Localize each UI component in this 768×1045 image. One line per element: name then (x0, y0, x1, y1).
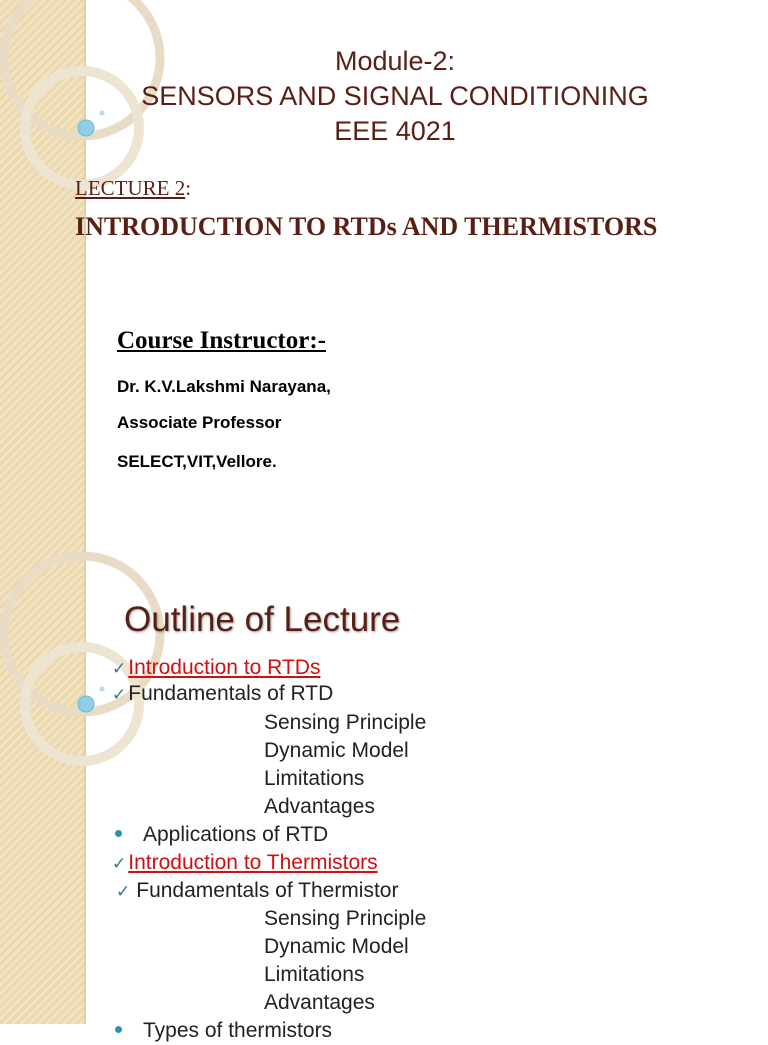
outline-item-types-thermistors (115, 1017, 332, 1045)
outline-item-intro-thermistors (112, 849, 378, 878)
lecture-colon: : (185, 176, 192, 200)
module-title: Module-2: (334, 46, 456, 76)
outline-item-text: Fundamentals of RTD (128, 682, 334, 705)
checkmark-icon: ✓ (112, 659, 127, 678)
lecture-label: LECTURE 2 (75, 176, 186, 200)
course-name: SENSORS AND SIGNAL CONDITIONING (141, 81, 649, 111)
bullet-icon (115, 1026, 122, 1033)
lecture-title: INTRODUCTION TO RTDs AND THERMISTORS (75, 212, 658, 241)
outline-subitem: Limitations (264, 767, 365, 790)
outline-item-applications-rtd (115, 821, 328, 849)
outline-subitem: Dynamic Model (264, 739, 409, 762)
checkmark-icon: ✓ (116, 882, 131, 901)
outline-item-text: Fundamentals of Thermistor (136, 879, 399, 902)
checkmark-icon: ✓ (112, 854, 127, 873)
outline-title: Outline of Lecture (124, 600, 401, 639)
outline-subitem: Limitations (264, 963, 365, 986)
link-intro-rtds[interactable]: Introduction to RTDs (128, 656, 321, 679)
outline-subitem: Sensing Principle (264, 711, 427, 734)
course-code: EEE 4021 (334, 116, 456, 146)
bullet-icon (115, 830, 122, 837)
outline-item-fundamentals-thermistor (116, 877, 398, 906)
checkmark-icon: ✓ (112, 685, 127, 704)
instructor-title: Associate Professor (117, 413, 282, 432)
instructor-heading: Course Instructor:- (117, 327, 326, 354)
outline-subitem: Sensing Principle (264, 907, 427, 930)
instructor-affiliation: SELECT,VIT,Vellore. (117, 452, 277, 471)
outline-item-fundamentals-rtd (112, 680, 333, 709)
outline-slide (0, 576, 768, 1042)
outline-item-text: Types of thermistors (143, 1019, 333, 1042)
outline-item-text: Applications of RTD (143, 823, 329, 846)
outline-item-intro-rtds (112, 654, 320, 683)
link-intro-thermistors[interactable]: Introduction to Thermistors (128, 851, 378, 874)
outline-subitem: Advantages (264, 991, 375, 1014)
outline-subitem: Dynamic Model (264, 935, 409, 958)
outline-subitem: Advantages (264, 795, 375, 818)
lecture-label-line (75, 176, 191, 201)
instructor-name: Dr. K.V.Lakshmi Narayana, (117, 377, 331, 396)
